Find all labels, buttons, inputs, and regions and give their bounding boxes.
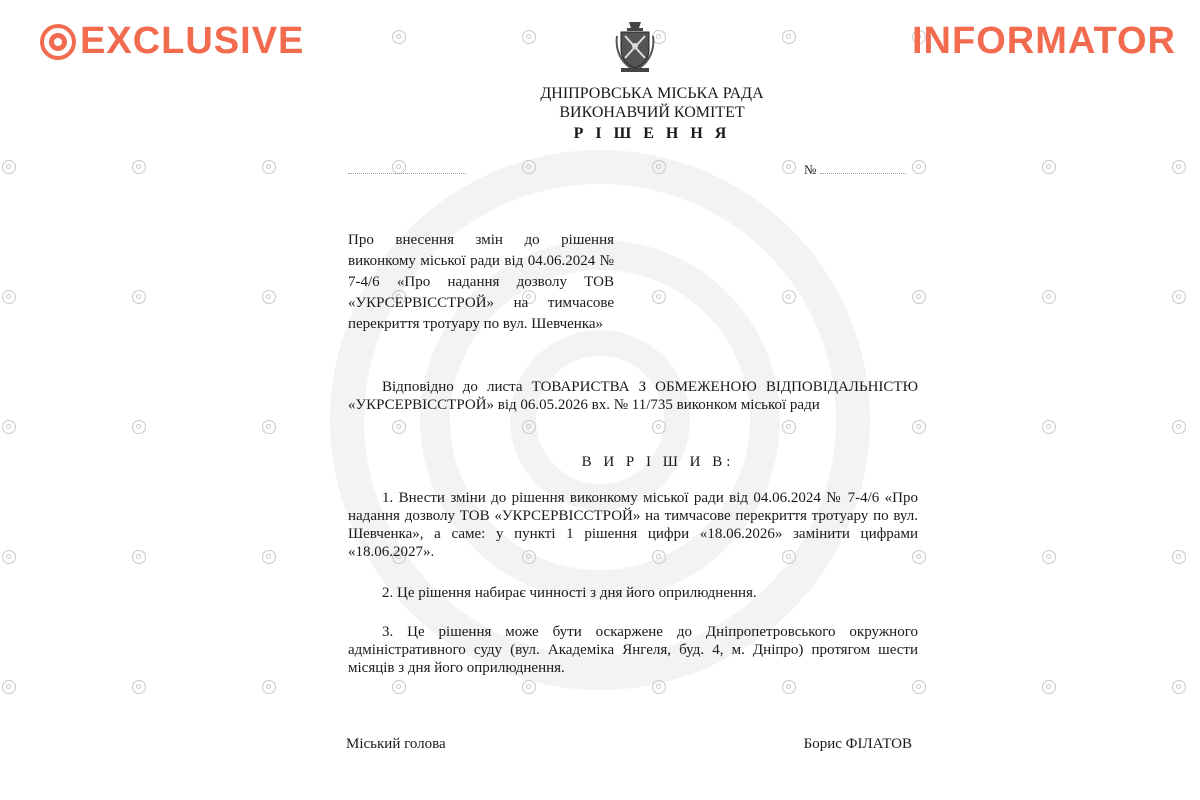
watermark-icon: [2, 420, 16, 434]
watermark-icon: [2, 160, 16, 174]
decision-item-2: 2. Це рішення набирає чинності з дня його оприлюднення.: [382, 585, 757, 601]
watermark-icon: [2, 550, 16, 564]
watermark-icon: [1042, 290, 1056, 304]
watermark-icon: [1172, 550, 1186, 564]
preamble: Відповідно до листа ТОВАРИСТВА З ОБМЕЖЕНОЮ ВІДПОВІДАЛЬНІСТЮ «УКРСЕРВІССТРОЙ» від 06.05.2026 вх. № 11/735 виконком міської ради: [348, 379, 918, 413]
watermark-icon: [1172, 290, 1186, 304]
watermark-icon: [1042, 420, 1056, 434]
decision-item-3: 3. Це рішення може бути оскаржене до Дніпропетровського окружного адміністративного суду (вул. Академіка Янгеля, буд. 4, м. Дніпро) протягом шести місяців з дня його оприлюднення.: [348, 624, 918, 676]
decision-item-1: 1. Внести зміни до рішення виконкому міської ради від 04.06.2024 № 7-4/6 «Про надання дозволу ТОВ «УКРСЕРВІССТРОЙ» на тимчасове перекриття тротуару по вул. Шевченка», а саме: у пункті 1 рішення цифри «18.06.2026» замінити цифрами «18.06.2027».: [348, 490, 918, 560]
watermark-icon: [1042, 160, 1056, 174]
decision-subject: Про внесення змін до рішення виконкому міської ради від 04.06.2024 № 7-4/6 «Про надання дозволу ТОВ «УКРСЕРВІССТРОЙ» на тимчасове перекриття тротуару по вул. Шевченка»: [348, 232, 614, 332]
number-blank: [820, 173, 906, 174]
number-label: №: [804, 162, 817, 177]
watermark-icon: [132, 550, 146, 564]
watermark-icon: [262, 290, 276, 304]
watermark-icon: [262, 160, 276, 174]
watermark-icon: [132, 160, 146, 174]
watermark-icon: [132, 680, 146, 694]
signature-title: Міський голова: [346, 736, 446, 752]
watermark-icon: [132, 290, 146, 304]
decision-document: [346, 0, 918, 800]
informator-logo: INFORMATOR: [911, 20, 1176, 62]
watermark-icon: [132, 420, 146, 434]
exclusive-label: EXCLUSIVE: [80, 20, 305, 62]
watermark-icon: [262, 680, 276, 694]
signature-name: Борис ФІЛАТОВ: [803, 736, 912, 752]
eye-logo-icon: [40, 24, 76, 60]
watermark-icon: [1172, 420, 1186, 434]
watermark-icon: [262, 420, 276, 434]
watermark-icon: [2, 290, 16, 304]
date-blank: [348, 173, 466, 174]
watermark-icon: [1042, 680, 1056, 694]
watermark-icon: [1172, 680, 1186, 694]
council-name: ДНІПРОВСЬКА МІСЬКА РАДА: [540, 85, 764, 102]
resolved-heading: В И Р І Ш И В:: [581, 454, 735, 470]
watermark-icon: [1042, 550, 1056, 564]
dnipro-coat-of-arms-icon: [613, 18, 657, 74]
watermark-icon: [262, 550, 276, 564]
committee-name: ВИКОНАВЧИЙ КОМІТЕТ: [559, 104, 745, 121]
watermark-icon: [1172, 160, 1186, 174]
document-type: Р І Ш Е Н Н Я: [573, 125, 731, 142]
watermark-icon: [2, 680, 16, 694]
exclusive-badge: [40, 20, 304, 63]
